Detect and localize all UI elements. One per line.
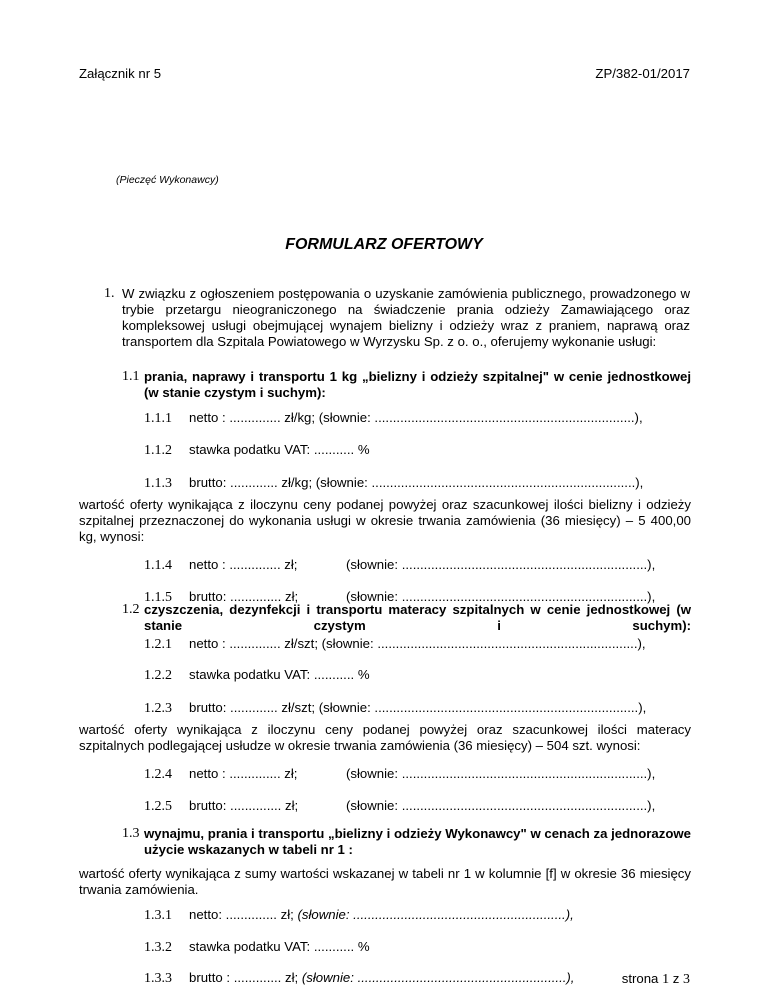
section-heading: wynajmu, prania i transportu „bielizny i odzieży Wykonawcy" w cenach za jednorazowe użycie wskazanych w tabeli nr 1 : [144,826,691,857]
total-gross-words-field[interactable]: (słownie: ...................................................................), [346,589,656,604]
page-number: strona 1 z 3 [621,971,690,987]
vat-rate-field[interactable]: stawka podatku VAT: ........... % [189,442,370,457]
summary-paragraph: wartość oferty wynikająca z iloczynu ceny podanej powyżej oraz szacunkowej ilości bielizny i odzieży szpitalnej przeznaczonej do wykonania usługi w okresie trwania zamówienia (36 miesięcy) – 5 400,00 kg, wynosi: [79,497,691,544]
total-gross-words-field[interactable]: (słownie: ...................................................................), [346,798,656,813]
section-number: 1. [104,286,115,301]
form-line: 1.3.1 netto: .............. zł; (słownie: ..........................................................), [144,907,574,923]
attachment-label: Załącznik nr 5 [79,66,162,81]
vat-rate-field[interactable]: stawka podatku VAT: ........... % [189,667,370,682]
form-line: 1.2.1 netto : .............. zł/szt; (słownie: .......................................................................), [144,636,646,652]
gross-price-field[interactable]: brutto: ............. zł/szt; (słownie: ........................................................................), [189,700,647,715]
gross-price-field[interactable]: brutto : ............. zł; [189,970,299,985]
form-line: 1.1.5 brutto: .............. zł; (słownie: ...................................................................), [144,589,656,605]
form-line: 1.1.2 stawka podatku VAT: ........... % [144,442,370,458]
net-price-field[interactable]: netto : .............. zł/kg; (słownie: .......................................................................), [189,410,643,425]
summary-paragraph: wartość oferty wynikająca z iloczynu ceny podanej powyżej oraz szacunkowej ilości materacy szpitalnych podlegającej usłudze w okresie trwania zamówienia (36 miesięcy) – 504 szt. wynosi: [79,722,691,753]
section-number: 1.3 [122,826,140,841]
net-price-field[interactable]: netto : .............. zł/szt; (słownie: .......................................................................), [189,636,646,651]
summary-paragraph: wartość oferty wynikająca z sumy wartości wskazanej w tabeli nr 1 w kolumnie [f] w okresie 36 miesięcy trwania zamówienia. [79,866,691,897]
total-net-field[interactable]: netto : .............. zł; [189,557,298,572]
section-number: 1.2 [122,602,140,617]
net-price-field[interactable]: netto: .............. zł; [189,907,294,922]
form-line: 1.2.3 brutto: ............. zł/szt; (słownie: ........................................................................), [144,700,647,716]
form-line: 1.2.5 brutto: .............. zł; (słownie: ...................................................................), [144,798,656,814]
vat-rate-field[interactable]: stawka podatku VAT: ........... % [189,939,370,954]
total-net-field[interactable]: netto : .............. zł; [189,766,298,781]
form-line: 1.2.2 stawka podatku VAT: ........... % [144,667,370,683]
form-line: 1.1.3 brutto: ............. zł/kg; (słownie: ........................................................................), [144,475,644,491]
intro-paragraph: W związku z ogłoszeniem postępowania o uzyskanie zamówienia publicznego, prowadzonego w trybie przetargu nieograniczonego na świadczenie prania odzieży Zamawiającego oraz kompleksowej usługi obejmującej wynajem bielizny i odzieży wraz z praniem, naprawą oraz transportem dla Szpitala Powiatowego w Wyrzysku Sp. z o. o., oferujemy wykonanie usługi: [122,286,690,349]
page-title: FORMULARZ OFERTOWY [285,236,483,253]
contractor-stamp-label: (Pieczęć Wykonawcy) [116,174,219,186]
form-line: 1.1.1 netto : .............. zł/kg; (słownie: .......................................................................), [144,410,643,426]
total-net-words-field[interactable]: (słownie: ...................................................................), [346,766,656,781]
section-number: 1.1 [122,369,140,384]
form-line: 1.3.3 brutto : ............. zł; (słownie: .........................................................), [144,970,575,986]
section-heading: prania, naprawy i transportu 1 kg „bielizny i odzieży szpitalnej" w cenie jednostkowej (w stanie czystym i suchym): [144,369,691,400]
total-net-words-field[interactable]: (słownie: ...................................................................), [346,557,656,572]
net-words-field[interactable]: (słownie: ..........................................................), [297,907,574,922]
form-line: 1.3.2 stawka podatku VAT: ........... % [144,939,370,955]
gross-words-field[interactable]: (słownie: .........................................................), [301,970,575,985]
total-gross-field[interactable]: brutto: .............. zł; [189,798,299,813]
form-line: 1.2.4 netto : .............. zł; (słownie: ...................................................................), [144,766,656,782]
gross-price-field[interactable]: brutto: ............. zł/kg; (słownie: ........................................................................), [189,475,644,490]
total-gross-field[interactable]: brutto: .............. zł; [189,589,299,604]
case-number: ZP/382-01/2017 [595,66,690,81]
form-line: 1.1.4 netto : .............. zł; (słownie: ...................................................................), [144,557,656,573]
section-heading: czyszczenia, dezynfekcji i transportu materacy szpitalnych w cenie jednostkowej (w stanie czystym i suchym): [144,602,691,633]
